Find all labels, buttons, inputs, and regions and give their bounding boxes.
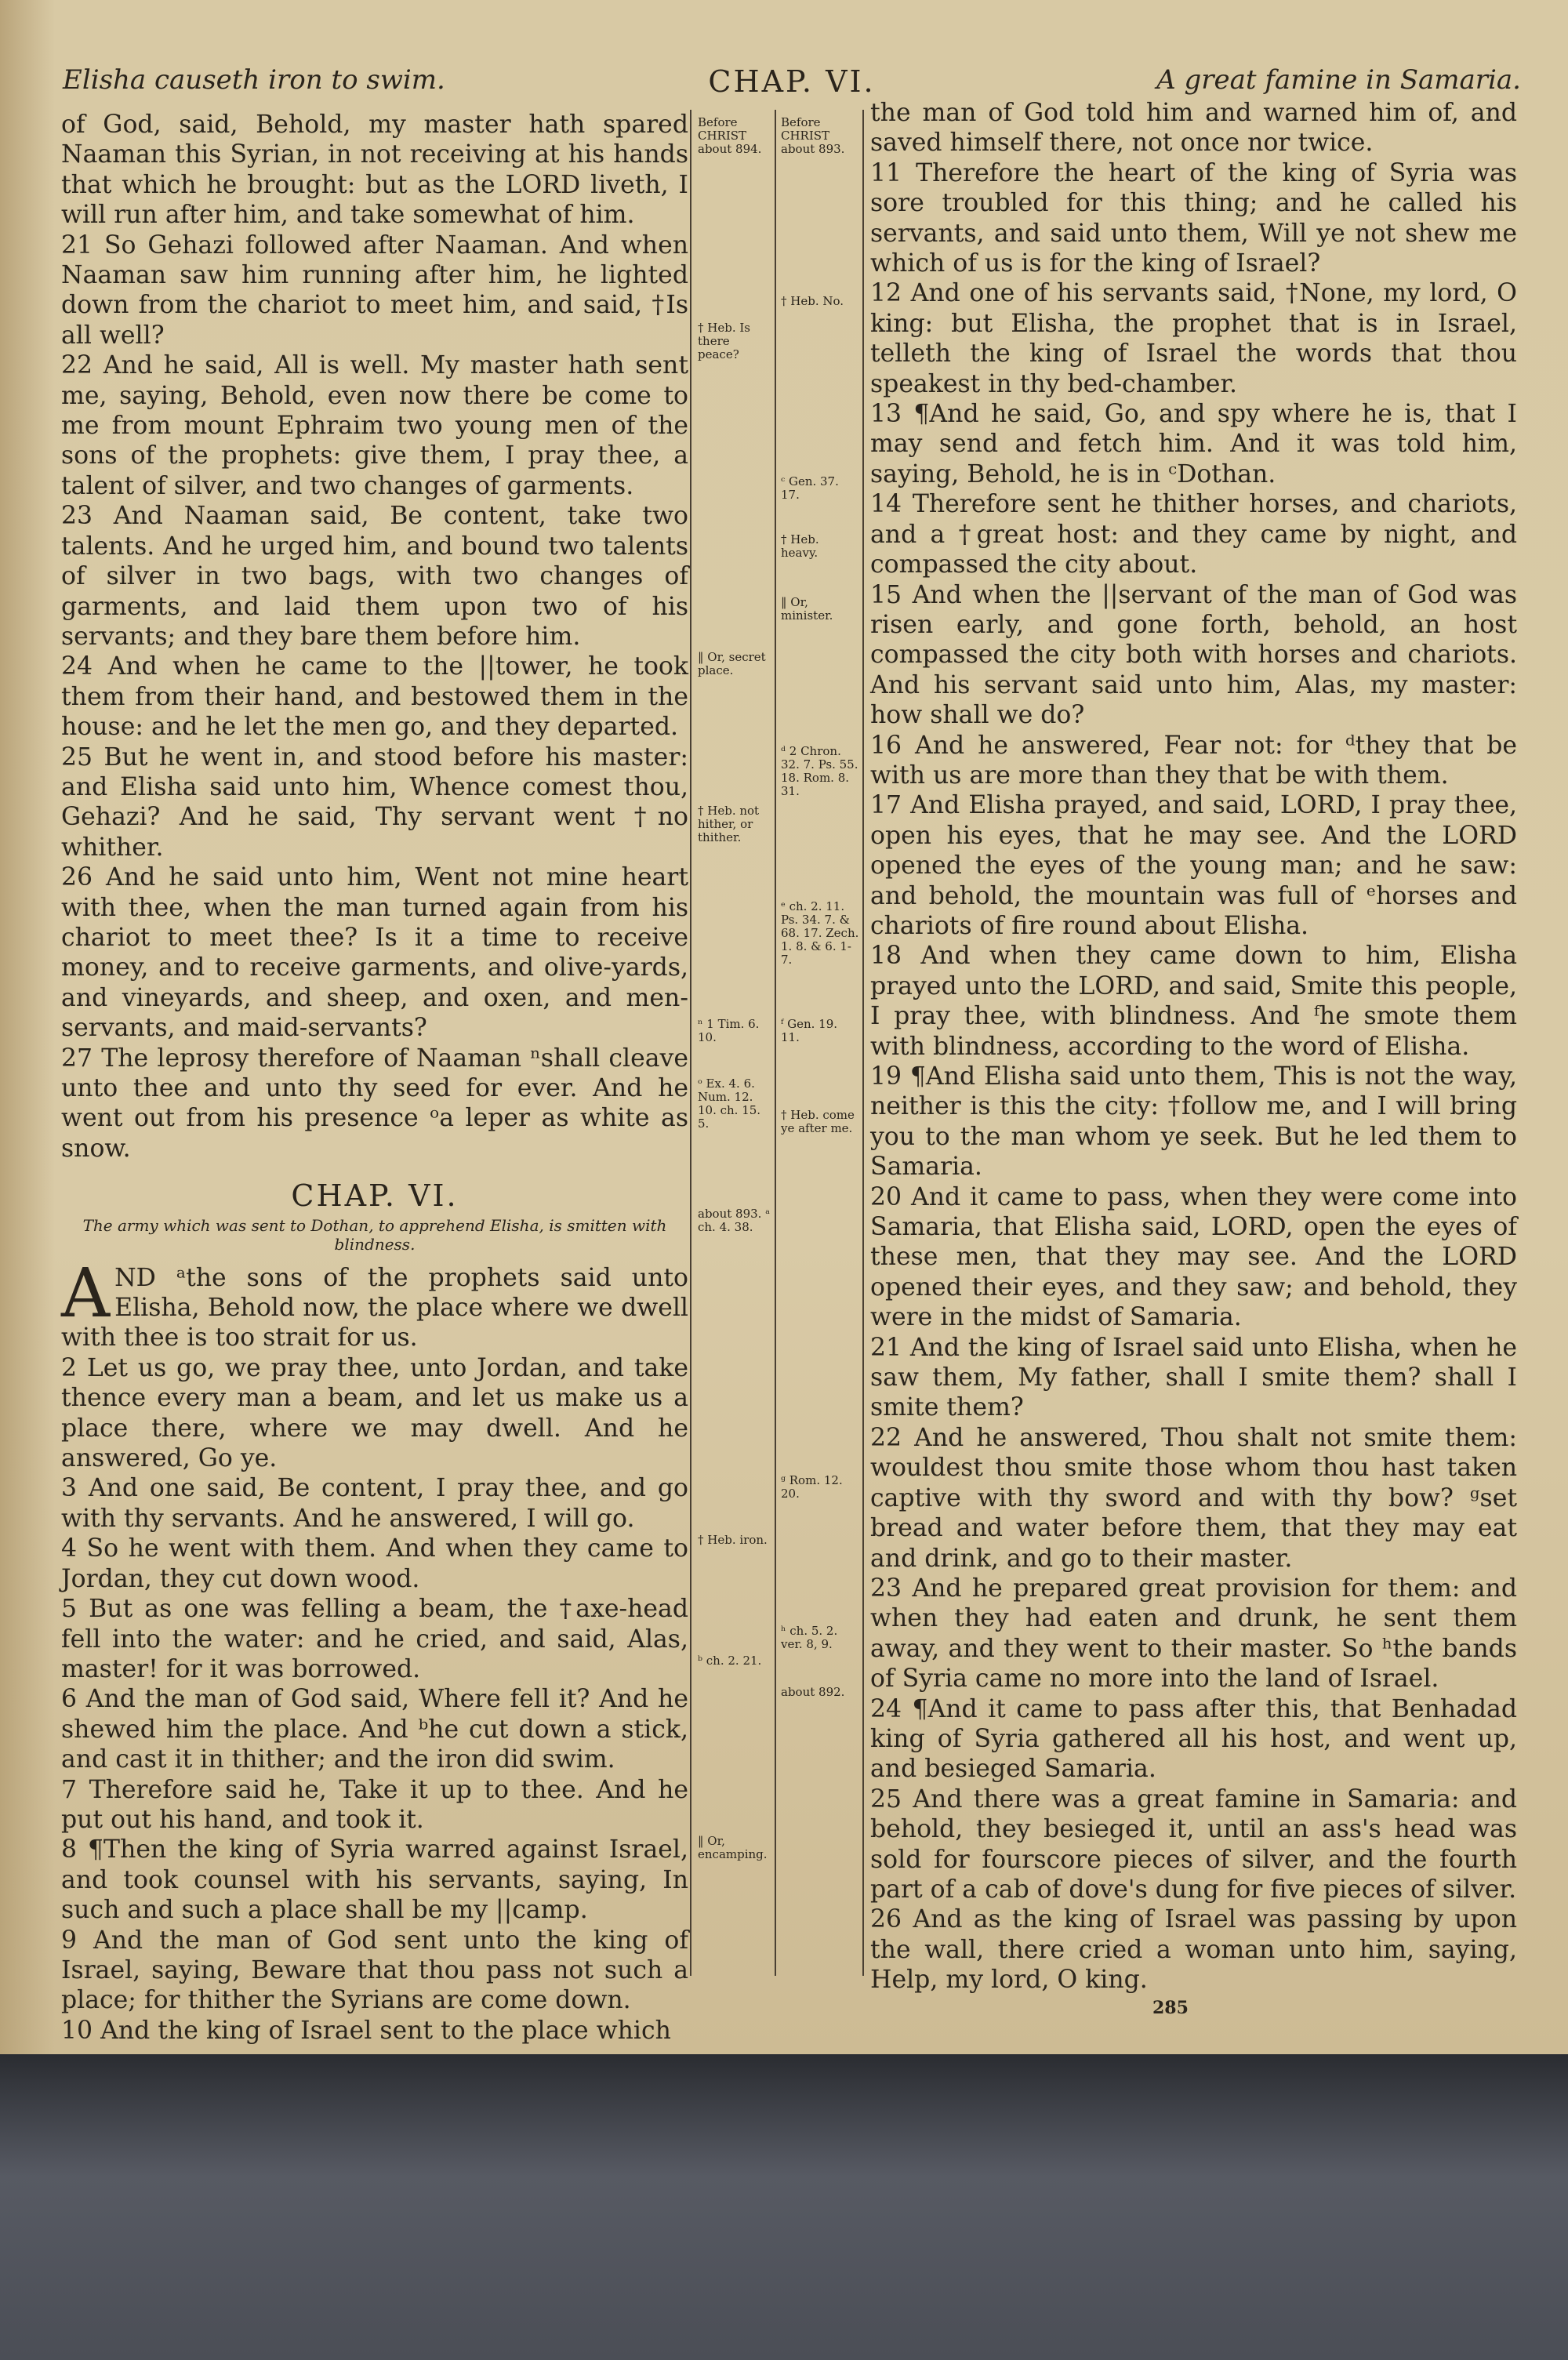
verse: 7 Therefore said he, Take it up to thee. And he put out his hand, and took it.: [61, 1775, 688, 1834]
margin-note: ᵈ 2 Chron. 32. 7. Ps. 55. 18. Rom. 8. 31.: [781, 744, 858, 798]
margin-note: about 893. ᵃ ch. 4. 38.: [698, 1207, 770, 1234]
verse: 3 And one said, Be content, I pray thee, and go with thy servants. And he answered, I will go.: [61, 1474, 688, 1533]
verse: 12 And one of his servants said, †None, my lord, O king: but Elisha, the prophet that is in Israel, telleth the king of Israel the words that thou speakest in thy bed-chamber.: [870, 279, 1517, 398]
verse: 24 ¶And it came to pass after this, that Benhadad king of Syria gathered all his host, and went up, and besieged Samaria.: [870, 1694, 1517, 1784]
verse: 13 ¶And he said, Go, and spy where he is, that I may send and fetch him. And it was told him, saying, Behold, he is in ᶜDothan.: [870, 400, 1517, 488]
verse: 9 And the man of God sent unto the king of Israel, saying, Beware that thou pass not such a place; for thither the Syrians are come down.: [61, 1926, 688, 2015]
drop-cap: A: [61, 1254, 111, 1333]
margin-note: ‖ Or, encamping.: [698, 1834, 768, 1861]
verse: 22 And he said, All is well. My master hath sent me, saying, Behold, even now there be come to me from mount Ephraim two young men of the sons of the prophets: give them, I pray thee, a talent of silver, and two changes of garments.: [61, 351, 688, 500]
verse: 15 And when the ||servant of the man of God was risen early, and gone forth, behold, an host compassed the city both with horses and chariots. And his servant said unto him, Alas, my master: how shall we do?: [870, 580, 1517, 730]
verse: 10 And the king of Israel sent to the place which: [61, 2016, 671, 2045]
verse: 5 But as one was felling a beam, the †axe-head fell into the water: and he cried, and said, Alas, master! for it was borrowed.: [61, 1595, 688, 1683]
margin-note: † Heb. iron.: [698, 1533, 768, 1547]
margin-note: † Heb. not hither, or thither.: [698, 804, 760, 844]
verse: 23 And he prepared great provision for them: and when they had eaten and drunk, he sent them away, and they went to their master. So ʰthe bands of Syria came no more into the land of Israel.: [870, 1574, 1517, 1694]
verse: 14 Therefore sent he thither horses, and chariots, and a †great host: and they came by night, and compassed the city about.: [870, 490, 1517, 579]
verse: 11 Therefore the heart of the king of Syria was sore troubled for this thing; and he called his servants, and said unto them, Will ye not shew me which of us is for the king of Israel?: [870, 158, 1517, 278]
margin-note: Before CHRIST about 893.: [781, 115, 845, 156]
verse: 21 And the king of Israel said unto Elisha, when he saw them, My father, shall I smite them? shall I smite them?: [870, 1333, 1517, 1422]
chapter-summary: The army which was sent to Dothan, to apprehend Elisha, is smitten with blindness.: [82, 1215, 667, 1254]
verse: 6 And the man of God said, Where fell it? And he shewed him the place. And ᵇhe cut down a stick, and cast it in thither; and the iron did swim.: [61, 1685, 688, 1774]
verse: 24 And when he came to the ||tower, he took them from their hand, and bestowed them in the house: and he let the men go, and they departed.: [61, 652, 688, 742]
margin-note: ᶠ Gen. 19. 11.: [781, 1017, 838, 1044]
desk-shadow: [0, 2054, 1568, 2360]
verse: 2 Let us go, we pray thee, unto Jordan, and take thence every man a beam, and let us make us a place there, where we may dwell. And he answered, Go ye.: [61, 1353, 688, 1473]
header-left: Elisha causeth iron to swim.: [63, 64, 445, 96]
verse: 8 ¶Then the king of Syria warred against Israel, and took counsel with his servants, saying, In such and such a place shall be my ||camp.: [61, 1835, 688, 1925]
margin-note: ᵉ ch. 2. 11. Ps. 34. 7. & 68. 17. Zech. 1. 8. & 6. 1-7.: [781, 899, 859, 967]
verse: 19 ¶And Elisha said unto them, This is not the way, neither is this the city: †follow me, and I will bring you to the man whom ye seek. But he led them to Samaria.: [870, 1062, 1517, 1182]
verse: the man of God told him and warned him of, and saved himself there, not once nor twice.: [870, 99, 1517, 158]
verse: 25 And there was a great famine in Samaria: and behold, they besieged it, until an ass's head was sold for fourscore pieces of silver, and the fourth part of a cab of dove's dung for five pieces of silver.: [870, 1785, 1517, 1904]
margin-note: † Heb. No.: [781, 294, 844, 308]
margin-note: about 892.: [781, 1685, 845, 1699]
verse: 4 So he went with them. And when they came to Jordan, they cut down wood.: [61, 1534, 688, 1593]
header-right: A great famine in Samaria.: [1156, 64, 1521, 96]
margin-note: ‖ Or, secret place.: [698, 650, 766, 677]
column-rule: [775, 110, 776, 1976]
column-rule: [690, 110, 691, 1976]
margin-note: † Heb. Is there peace?: [698, 321, 750, 361]
verse: 20 And it came to pass, when they were come into Samaria, that Elisha said, LORD, open the eyes of these men, that they may see. And the LORD opened their eyes, and they saw; and behold, they were in the midst of Samaria.: [870, 1182, 1517, 1332]
margin-note: ᵒ Ex. 4. 6. Num. 12. 10. ch. 15. 5.: [698, 1077, 761, 1131]
margin-note: † Heb. heavy.: [781, 532, 819, 560]
header-center: CHAP. VI.: [708, 64, 876, 99]
left-column: [61, 110, 688, 2045]
verse: of God, said, Behold, my master hath spared Naaman this Syrian, in not receiving at his hands that which he brought: but as the LORD liveth, I will run after him, and take somewhat of him.: [61, 111, 688, 230]
margin-note: ⁿ 1 Tim. 6. 10.: [698, 1017, 760, 1044]
right-column: [870, 98, 1517, 2011]
verse: 16 And he answered, Fear not: for ᵈthey that be with us are more than they that be with them.: [870, 731, 1517, 790]
verse: 23 And Naaman said, Be content, take two talents. And he urged him, and bound two talents of silver in two bags, with two changes of garments, and laid them upon two of his servants; and they bare them before him.: [61, 502, 688, 651]
verse: 21 So Gehazi followed after Naaman. And when Naaman saw him running after him, he lighted down from the chariot to meet him, and said, †Is all well?: [61, 231, 688, 350]
margin-note: ᶜ Gen. 37. 17.: [781, 474, 839, 502]
page-number: 285: [1152, 1998, 1189, 2018]
margin-note: ‖ Or, minister.: [781, 595, 833, 623]
verse: 22 And he answered, Thou shalt not smite them: wouldest thou smite those whom thou hast taken captive with thy sword and with thy bow? ᵍset bread and water before them, that they may eat and drink, and go to their master.: [870, 1423, 1517, 1573]
margin-note: † Heb. come ye after me.: [781, 1108, 855, 1135]
margin-note: ᵇ ch. 2. 21.: [698, 1654, 762, 1668]
verse: 25 But he went in, and stood before his master: and Elisha said unto him, Whence comest thou, Gehazi? And he said, Thy servant went †no whither.: [61, 742, 688, 862]
margin-note: ᵍ Rom. 12. 20.: [781, 1473, 843, 1501]
margin-note: ʰ ch. 5. 2. ver. 8, 9.: [781, 1624, 838, 1651]
verse: 26 And as the king of Israel was passing by upon the wall, there cried a woman unto him, saying, Help, my lord, O king.: [870, 1905, 1517, 1995]
verse: 26 And he said unto him, Went not mine heart with thee, when the man turned again from his chariot to meet thee? Is it a time to receive money, and to receive garments, and olive-yards, and vineyards, and sheep, and oxen, and men-servants, and maid-servants?: [61, 863, 688, 1043]
chapter-title: CHAP. VI.: [291, 1178, 459, 1214]
margin-note: Before CHRIST about 894.: [698, 115, 762, 156]
verse: 18 And when they came down to him, Elisha prayed unto the LORD, and said, Smite this people, I pray thee, with blindness. And ᶠhe smote them with blindness, according to the word of Elisha.: [870, 942, 1517, 1061]
column-rule: [862, 110, 864, 1976]
verse: 27 The leprosy therefore of Naaman ⁿshall cleave unto thee and unto thy seed for ever. And he went out from his presence ᵒa leper as white as snow.: [61, 1044, 688, 1163]
verse: ND ᵃthe sons of the prophets said unto Elisha, Behold now, the place where we dwell with thee is too strait for us.: [61, 1263, 688, 1352]
verse: 17 And Elisha prayed, and said, LORD, I pray thee, open his eyes, that he may see. And the LORD opened the eyes of the young man; and he saw: and behold, the mountain was full of ᵉhorses and chariots of fire round about Elisha.: [870, 791, 1517, 940]
